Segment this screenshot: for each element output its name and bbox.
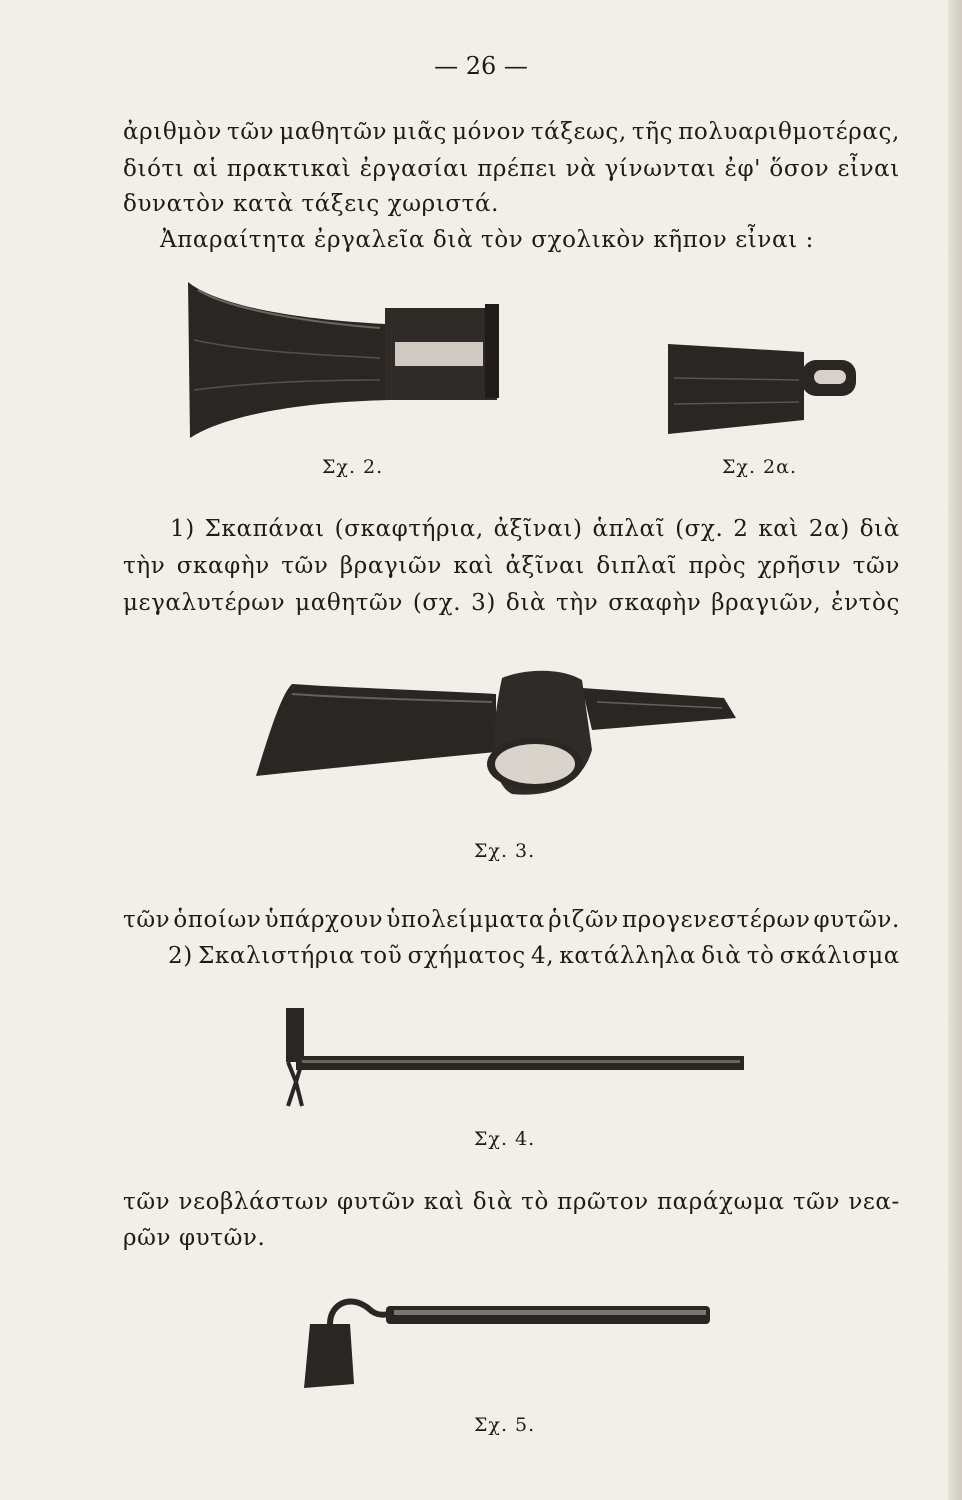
- word: Σκαπάναι: [204, 516, 325, 542]
- text-line-10: [123, 1188, 900, 1216]
- word: διὰ: [472, 1189, 513, 1215]
- word: μαθητῶν: [295, 590, 403, 616]
- page-edge: [948, 0, 962, 1500]
- word: βραγιῶν,: [711, 590, 822, 616]
- word: νὰ: [565, 156, 597, 182]
- text-line-7: [123, 589, 900, 617]
- word: διὰ: [505, 590, 547, 616]
- word: ἐντὸς: [831, 590, 900, 616]
- word: ὅσον: [769, 156, 830, 182]
- word: τὸ: [521, 1189, 549, 1215]
- word: καὶ: [758, 516, 800, 542]
- word: 3): [471, 590, 496, 616]
- word: προγενεστέρων: [621, 907, 811, 933]
- word: (σκαφτήρια,: [334, 516, 484, 542]
- text-line-3: δυνατὸν κατὰ τάξεις χωριστά.: [123, 191, 500, 217]
- fig4-caption: Σχ. 4.: [474, 1128, 536, 1150]
- word: σκαφὴν: [608, 590, 702, 616]
- fig2-single-hoe-illustration: [180, 280, 505, 440]
- word: παράχωμα: [656, 1189, 785, 1215]
- fig3-double-axe-illustration: [252, 664, 744, 800]
- word: καὶ: [453, 553, 495, 579]
- word: 2): [168, 943, 193, 969]
- word: αἱ: [192, 156, 219, 182]
- word: τῶν: [227, 119, 275, 145]
- word: μεγαλυτέρων: [123, 590, 286, 616]
- word: τὸ: [746, 943, 775, 969]
- word: πρὸς: [688, 553, 747, 579]
- word: τῶν: [281, 553, 329, 579]
- fig5-hoe-illustration: [290, 1284, 714, 1394]
- text-line-1: [123, 118, 900, 146]
- word: μόνον: [452, 119, 526, 145]
- word: πολυαριθμοτέρας,: [678, 119, 900, 145]
- word: εἶναι: [837, 156, 900, 182]
- text-line-2: [123, 155, 900, 183]
- word: νεα-: [848, 1189, 900, 1215]
- word: ἀξῖναι): [493, 516, 583, 542]
- word: μιᾶς: [392, 119, 448, 145]
- word: τῶν: [123, 907, 171, 933]
- page-number: — 26 —: [434, 52, 528, 80]
- word: πρακτικαὶ: [226, 156, 352, 182]
- word: ἐργασίαι: [359, 156, 469, 182]
- word: βραγιῶν: [339, 553, 442, 579]
- word: ἁπλαῖ: [592, 516, 666, 542]
- fig5-caption: Σχ. 5.: [474, 1414, 536, 1436]
- word: διότι: [123, 156, 185, 182]
- word: σκάλισμα: [779, 943, 900, 969]
- word: μαθητῶν: [279, 119, 388, 145]
- fig3-caption: Σχ. 3.: [474, 840, 536, 862]
- word: κατάλληλα: [559, 943, 696, 969]
- word: σκαφὴν: [176, 553, 270, 579]
- word: σχήματος: [407, 943, 526, 969]
- text-line-4: Ἀπαραίτητα ἐργαλεῖα διὰ τὸν σχολικὸν κῆπον εἶναι :: [160, 227, 814, 253]
- fig2a-hoe-illustration: [664, 338, 864, 438]
- word: (σχ.: [412, 590, 462, 616]
- word: καὶ: [423, 1189, 465, 1215]
- text-line-8: [123, 906, 900, 934]
- fig2-caption: Σχ. 2.: [322, 456, 384, 478]
- word: πρέπει: [477, 156, 558, 182]
- word: διὰ: [701, 943, 742, 969]
- word: (σχ.: [675, 516, 724, 542]
- fig4-weeding-hoe-illustration: [278, 1006, 746, 1112]
- word: φυτῶν.: [813, 907, 900, 933]
- text-line-6: [123, 552, 900, 580]
- fig2a-caption: Σχ. 2α.: [722, 456, 797, 478]
- word: ἐφ': [724, 156, 762, 182]
- word: ἀξῖναι: [505, 553, 585, 579]
- word: νεοβλάστων: [178, 1189, 329, 1215]
- text-line-9: [168, 942, 900, 970]
- word: ῥιζῶν: [548, 907, 619, 933]
- word: πρῶτον: [557, 1189, 649, 1215]
- word: τῶν: [792, 1189, 841, 1215]
- word: τῶν: [123, 1189, 171, 1215]
- word: χρῆσιν: [757, 553, 842, 579]
- word: 2: [733, 516, 749, 542]
- word: 2α): [808, 516, 850, 542]
- word: τὴν: [556, 590, 599, 616]
- word: διπλαῖ: [596, 553, 678, 579]
- word: Σκαλιστήρια: [198, 943, 355, 969]
- word: ἀριθμὸν: [123, 119, 222, 145]
- word: ὑπάρχουν: [264, 907, 384, 933]
- word: τῶν: [852, 553, 900, 579]
- word: γίνωνται: [604, 156, 717, 182]
- text-line-11: ρῶν φυτῶν.: [123, 1225, 266, 1251]
- word: ὑπολείμματα: [386, 907, 546, 933]
- word: φυτῶν: [337, 1189, 416, 1215]
- word: διὰ: [859, 516, 900, 542]
- word: τὴν: [123, 553, 166, 579]
- word: 1): [170, 516, 195, 542]
- word: τῆς: [631, 119, 674, 145]
- word: τάξεως,: [530, 119, 627, 145]
- text-line-5: [170, 515, 900, 543]
- word: τοῦ: [359, 943, 403, 969]
- word: 4,: [530, 943, 555, 969]
- word: ὁποίων: [173, 907, 262, 933]
